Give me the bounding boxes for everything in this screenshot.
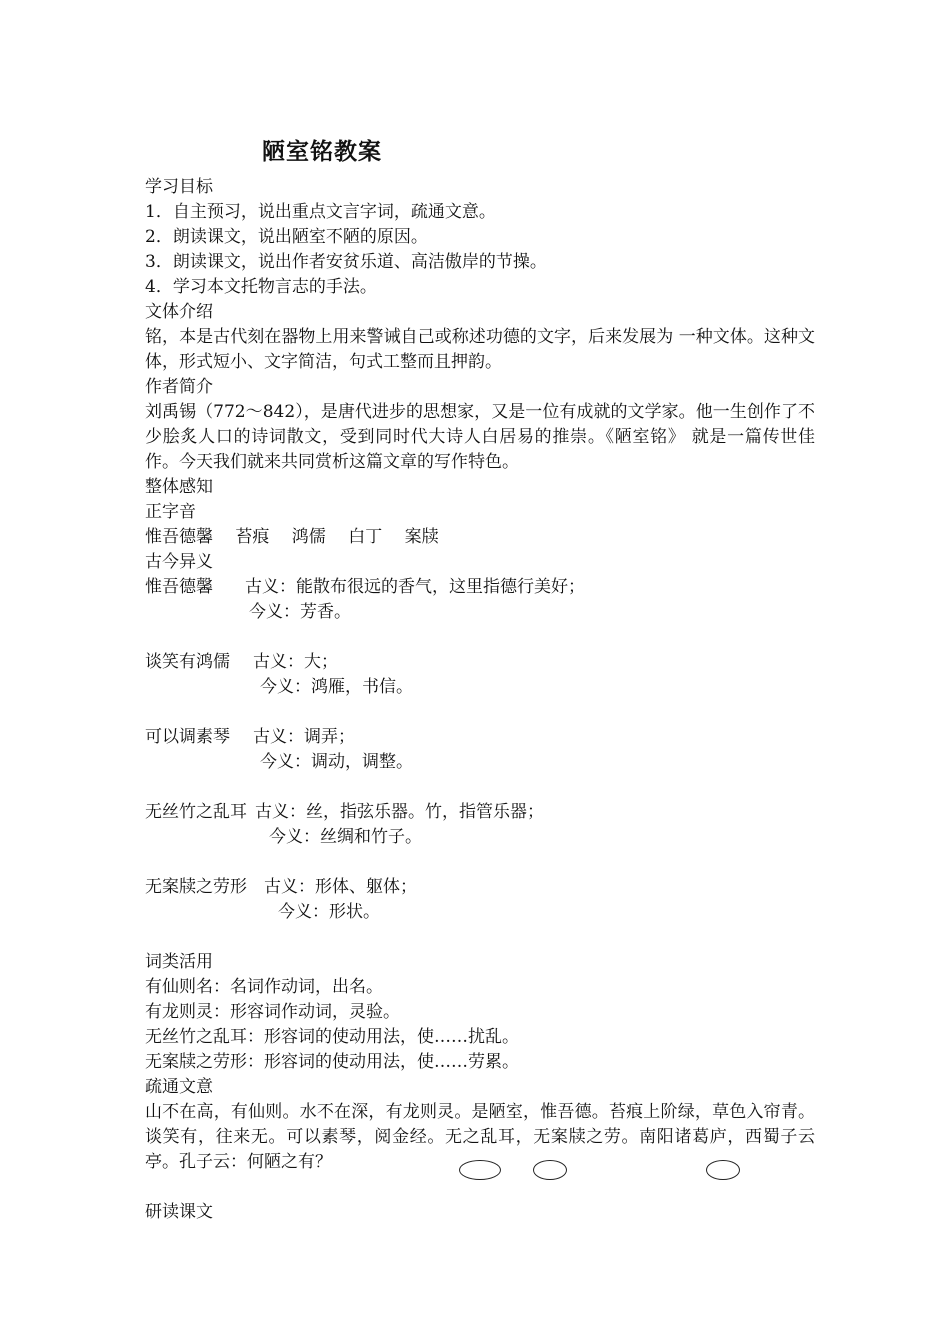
entry-ancient-meaning: 古义：大； <box>253 652 338 672</box>
word-usage-item: 无丝竹之乱耳：形容词的使动用法，使……扰乱。 <box>145 1027 519 1047</box>
entry-ancient-meaning: 古义：能散布很远的香气，这里指德行美好； <box>245 577 585 597</box>
word-usage-item: 无案牍之劳形：形容词的使动用法，使……劳累。 <box>145 1052 519 1072</box>
translation-heading: 疏通文意 <box>145 1077 213 1097</box>
author-paragraph: 刘禹锡（772～842），是唐代进步的思想家，又是一位有成就的文学家。他一生创作了不少脍炙人口的诗词散文，受到同时代大诗人白居易的推崇。《陋室铭》 就是一篇传世佳作。今天我们就来共同赏析这篇文章的写作特色。 <box>145 402 815 472</box>
learning-goal-item: 1．自主预习，说出重点文言字词，疏通文意。 <box>145 202 496 222</box>
study-heading: 研读课文 <box>145 1202 213 1222</box>
document-title: 陋室铭教案 <box>262 138 382 165</box>
entry-phrase: 惟吾德馨 <box>145 577 213 597</box>
learning-goal-item: 4．学习本文托物言志的手法。 <box>145 277 377 297</box>
learning-goals-heading: 学习目标 <box>145 177 213 197</box>
blank-oval-2 <box>533 1160 567 1180</box>
entry-ancient-meaning: 古义：丝，指弦乐器。竹，指管乐器； <box>255 802 544 822</box>
entry-phrase: 谈笑有鸿儒 <box>145 652 230 672</box>
blank-oval-3 <box>706 1160 740 1180</box>
translation-paragraph: 山不在高，有仙则。水不在深，有龙则灵。是陋室，惟吾德。苔痕上阶绿，草色入帘青。谈笑有，往来无。可以素琴，阅金经。无之乱耳，无案牍之劳。南阳诸葛庐，西蜀子云亭。孔子云：何陋之有？ <box>145 1102 815 1172</box>
genre-heading: 文体介绍 <box>145 302 213 322</box>
ancient-modern-heading: 古今异义 <box>145 552 213 572</box>
overall-heading: 整体感知 <box>145 477 213 497</box>
entry-modern-meaning: 今义：调动，调整。 <box>260 752 413 772</box>
ancient-modern-entry <box>145 875 815 900</box>
genre-paragraph: 铭，本是古代刻在器物上用来警诫自己或称述功德的文字，后来发展为 一种文体。这种文体，形式短小、文字简洁，句式工整而且押韵。 <box>145 327 815 372</box>
entry-phrase: 无丝竹之乱耳 <box>145 802 247 822</box>
entry-phrase: 无案牍之劳形 <box>145 877 247 897</box>
author-heading: 作者简介 <box>145 377 213 397</box>
ancient-modern-entry <box>145 800 815 825</box>
learning-goal-item: 2．朗读课文，说出陋室不陋的原因。 <box>145 227 428 247</box>
document-body <box>145 175 815 1225</box>
word-usage-item: 有龙则灵：形容词作动词，灵验。 <box>145 1002 400 1022</box>
entry-modern-meaning: 今义：形状。 <box>278 902 380 922</box>
entry-ancient-meaning: 古义：调弄； <box>253 727 355 747</box>
entry-modern-meaning: 今义：丝绸和竹子。 <box>269 827 422 847</box>
entry-ancient-meaning: 古义：形体、躯体； <box>264 877 417 897</box>
blank-oval-1 <box>459 1160 501 1180</box>
ancient-modern-entry <box>145 650 815 675</box>
ancient-modern-entry <box>145 725 815 750</box>
entry-phrase: 可以调素琴 <box>145 727 230 747</box>
pronunciation-heading: 正字音 <box>145 502 196 522</box>
word-usage-item: 有仙则名：名词作动词，出名。 <box>145 977 383 997</box>
pronunciation-words: 惟吾德馨 苔痕 鸿儒 白丁 案牍 <box>145 527 439 547</box>
entry-modern-meaning: 今义：鸿雁，书信。 <box>260 677 413 697</box>
word-usage-heading: 词类活用 <box>145 952 213 972</box>
ancient-modern-entry <box>145 575 815 600</box>
entry-modern-meaning: 今义：芳香。 <box>249 602 351 622</box>
learning-goal-item: 3．朗读课文，说出作者安贫乐道、高洁傲岸的节操。 <box>145 252 547 272</box>
